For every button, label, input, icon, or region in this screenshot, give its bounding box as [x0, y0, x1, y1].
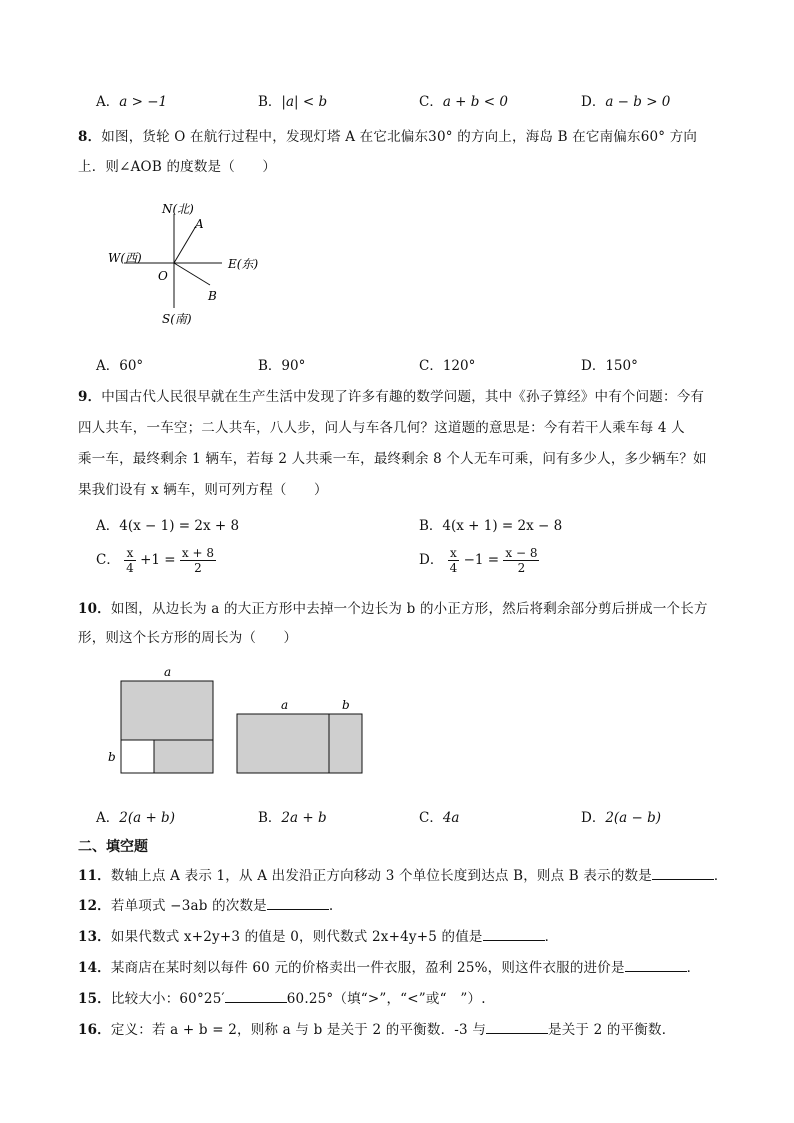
q9-option-c[interactable]: C． $\frac{x}{4}$ +1 = $\frac{x + 8}{2}$ [96, 546, 214, 575]
fraction: $\frac{x + 8}{2}$ [181, 546, 214, 575]
small-square [121, 740, 154, 773]
answer-blank[interactable] [652, 867, 714, 880]
label-b: B [208, 289, 217, 303]
q12: 12．若单项式 −3ab 的次数是 . [78, 898, 334, 914]
label-rect-a: a [281, 698, 289, 712]
q7-option-c[interactable]: C．a + b < 0 [419, 94, 508, 110]
fraction: $\frac{x}{4}$ [449, 546, 458, 575]
q8-option-d[interactable]: D．150° [581, 358, 638, 374]
answer-blank[interactable] [486, 1021, 548, 1034]
label-east: E(东) [228, 257, 259, 271]
q15: 15．比较大小：60°25′ 60.25°（填“>”，“<”或“ ”）. [78, 991, 486, 1007]
rectangle-side [329, 714, 362, 773]
fraction: $\frac{x}{4}$ [126, 546, 134, 575]
q8-option-b[interactable]: B．90° [258, 358, 306, 374]
q10-option-a[interactable]: A．2(a + b) [96, 810, 175, 826]
q8-compass-figure [100, 196, 280, 331]
q10-line1: 10．如图，从边长为 a 的大正方形中去掉一个边长为 b 的小正方形，然后将剩余部分剪后拼成一个长方 [78, 601, 708, 617]
q13: 13．如果代数式 x+2y+3 的值是 0，则代数式 2x+4y+5 的值是 ． [78, 929, 559, 945]
q9-option-d[interactable]: D． $\frac{x}{4}$ −1 = $\frac{x - 8}{2}$ [419, 546, 538, 575]
q8-line2: 上．则∠AOB 的度数是（ ） [78, 159, 277, 175]
ray-oa [174, 226, 196, 263]
q9-line1: 9．中国古代人民很早就在生产生活中发现了许多有趣的数学问题，其中《孙子算经》中有个问题：今有 [78, 389, 705, 405]
q9-line4: 果我们设有 x 辆车，则可列方程（ ） [78, 482, 328, 498]
q7-option-b[interactable]: B．|a| < b [258, 94, 328, 110]
q9-option-a[interactable]: A．4(x − 1) = 2x + 8 [96, 518, 240, 534]
q11: 11．数轴上点 A 表示 1，从 A 出发沿正方向移动 3 个单位长度到达点 B，则点 B 表示的数是 ． [78, 868, 728, 884]
q14: 14．某商店在某时刻以每件 60 元的价格卖出一件衣服，盈利 25%，则这件衣服的进价是 ． [78, 960, 701, 976]
label-north: N(北) [162, 202, 194, 216]
label-a: A [195, 217, 204, 231]
q10-option-b[interactable]: B．2a + b [258, 810, 327, 826]
q10-option-c[interactable]: C．4a [419, 810, 460, 826]
q8-option-c[interactable]: C．120° [419, 358, 476, 374]
answer-blank[interactable] [225, 990, 287, 1003]
label-south: S(南) [162, 312, 192, 326]
label-west: W(西) [108, 251, 142, 265]
fraction: $\frac{x - 8}{2}$ [505, 546, 538, 575]
label-rect-b: b [342, 698, 350, 712]
ray-ob [174, 263, 210, 285]
q9-option-b[interactable]: B．4(x + 1) = 2x − 8 [419, 518, 563, 534]
q7-option-a[interactable]: A．a > −1 [96, 94, 168, 110]
q16: 16．定义：若 a + b = 2，则称 a 与 b 是关于 2 的平衡数．-3 与 是关于 2 的平衡数． [78, 1022, 676, 1038]
q8-line1: 8．如图，货轮 O 在航行过程中，发现灯塔 A 在它北偏东30° 的方向上，海岛 B 在它南偏东60° 方向 [78, 129, 698, 145]
q10-option-d[interactable]: D．2(a − b) [581, 810, 662, 826]
answer-blank[interactable] [483, 928, 545, 941]
answer-blank[interactable] [625, 959, 687, 972]
answer-blank[interactable] [267, 897, 329, 910]
rectangle-main [237, 714, 329, 773]
q8-option-a[interactable]: A．60° [96, 358, 144, 374]
section-title-fill-in: 二、填空题 [78, 839, 148, 855]
q9-line2: 四人共车，一车空；二人共车，八人步，问人与车各几何？这道题的意思是：今有若干人乘车每 4 人 [78, 420, 685, 436]
q10-squares-figure [100, 664, 380, 779]
q7-option-d[interactable]: D．a − b > 0 [581, 94, 671, 110]
q9-line3: 乘一车，最终剩余 1 辆车，若每 2 人共乘一车，最终剩余 8 个人无车可乘，问有多少人，多少辆车？如 [78, 451, 707, 467]
label-side-a: a [164, 665, 172, 679]
label-origin: O [158, 269, 168, 283]
label-side-b: b [108, 750, 116, 764]
q10-line2: 形，则这个长方形的周长为（ ） [78, 630, 298, 646]
